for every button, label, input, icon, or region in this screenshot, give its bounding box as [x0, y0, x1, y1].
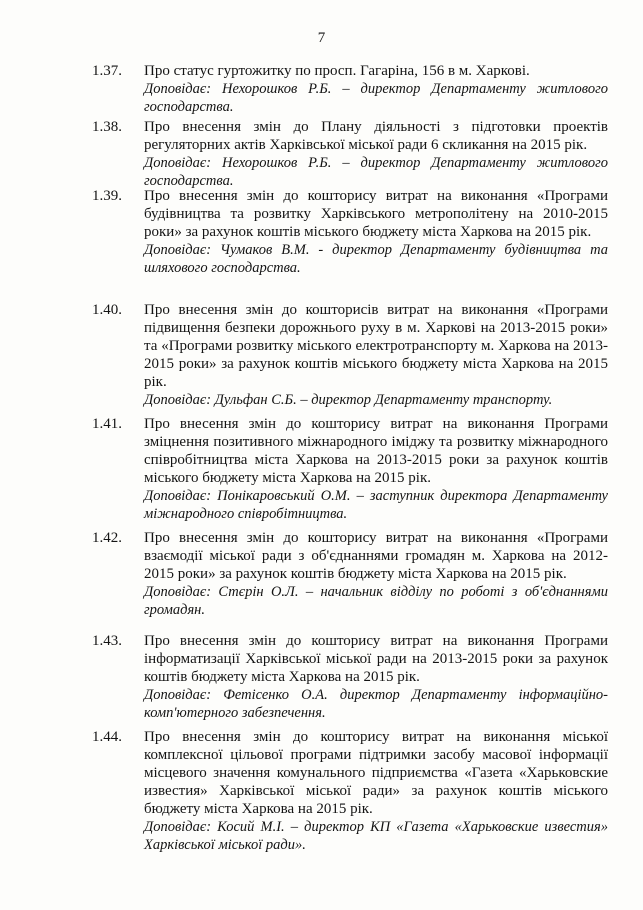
item-title: Про внесення змін до кошторису витрат на виконання міської комплексної цільової програми підтримки засобу масової інформації місцевого значення комунального підприємства «Газета «Харьковские известия» Харківської міської ради» за рахунок коштів міського бюджету міста Харкова на 2015 рік.: [144, 729, 608, 817]
item-number: 1.40.: [92, 302, 122, 318]
item-number: 1.43.: [92, 633, 122, 649]
item-title: Про внесення змін до кошторису витрат на виконання «Програми взаємодії міської ради з об'єднаннями громадян м. Харкова на 2012-2015 роки» за рахунок коштів бюджету міста Харкова на 2015 рік.: [144, 530, 608, 582]
speaker-label: Доповідає:: [144, 584, 212, 600]
item-speaker: [144, 391, 608, 409]
agenda-item: [92, 632, 608, 722]
agenda-item: [92, 62, 608, 116]
speaker-label: Доповідає:: [144, 819, 212, 835]
agenda-item: [92, 301, 608, 409]
item-speaker: [144, 583, 608, 619]
speaker-label: Доповідає:: [144, 687, 212, 703]
item-speaker: [144, 686, 608, 722]
item-speaker: [144, 80, 608, 116]
item-title: Про статус гуртожитку по просп. Гагаріна, 156 в м. Харкові.: [144, 63, 530, 79]
item-title: Про внесення змін до кошторисів витрат на виконання «Програми підвищення безпеки дорожнього руху в м. Харкові на 2013-2015 роки» та «Програми розвитку міського електротранспорту м. Харкова на 2013-2015 роки» за рахунок коштів міського бюджету міста Харкова на 2015 рік.: [144, 302, 608, 390]
item-title: Про внесення змін до кошторису витрат на виконання Програми зміцнення позитивного міжнародного іміджу та розвитку міжнародного співробітництва міста Харкова на 2013-2015 роки за рахунок коштів міського бюджету міста Харкова на 2015 рік.: [144, 416, 608, 486]
speaker-name: Стєрін О.Л. – начальник відділу по роботі з об'єднаннями громадян.: [144, 584, 608, 618]
speaker-label: Доповідає:: [144, 155, 212, 171]
speaker-name: Косий М.І. – директор КП «Газета «Харьковские известия» Харківської міської ради».: [144, 819, 608, 853]
agenda-item: [92, 187, 608, 277]
speaker-name: Нехорошков Р.Б. – директор Департаменту житлового господарства.: [144, 155, 608, 189]
speaker-label: Доповідає:: [144, 488, 212, 504]
speaker-label: Доповідає:: [144, 81, 212, 97]
item-number: 1.44.: [92, 729, 122, 745]
item-speaker: [144, 487, 608, 523]
speaker-name: Понікаровський О.М. – заступник директора Департаменту міжнародного співробітництва.: [144, 488, 608, 522]
agenda-item: [92, 728, 608, 854]
speaker-name: Чумаков В.М. - директор Департаменту будівництва та шляхового господарства.: [144, 242, 608, 276]
item-title: Про внесення змін до Плану діяльності з підготовки проектів регуляторних актів Харківської міської ради 6 скликання на 2015 рік.: [144, 119, 608, 153]
speaker-name: Фетісенко О.А. директор Департаменту інформаційно-комп'ютерного забезпечення.: [144, 687, 608, 721]
item-speaker: [144, 818, 608, 854]
agenda-item: [92, 118, 608, 190]
item-number: 1.38.: [92, 119, 122, 135]
speaker-name: Дульфан С.Б. – директор Департаменту транспорту.: [214, 392, 553, 408]
item-speaker: [144, 154, 608, 190]
page-number: 7: [317, 30, 326, 46]
item-title: Про внесення змін до кошторису витрат на виконання «Програми будівництва та розвитку Харківського метрополітену на 2010-2015 роки» за рахунок коштів міського бюджету міста Харкова на 2015 рік.: [144, 188, 608, 240]
item-title: Про внесення змін до кошторису витрат на виконання Програми інформатизації Харківської міської ради на 2013-2015 роки за рахунок коштів бюджету міста Харкова на 2015 рік.: [144, 633, 608, 685]
item-number: 1.37.: [92, 63, 122, 79]
speaker-label: Доповідає:: [144, 392, 212, 408]
agenda-item: [92, 529, 608, 619]
item-speaker: [144, 241, 608, 277]
speaker-name: Нехорошков Р.Б. – директор Департаменту житлового господарства.: [144, 81, 608, 115]
agenda-item: [92, 415, 608, 523]
speaker-label: Доповідає:: [144, 242, 212, 258]
item-number: 1.39.: [92, 188, 122, 204]
item-number: 1.42.: [92, 530, 122, 546]
item-number: 1.41.: [92, 416, 122, 432]
